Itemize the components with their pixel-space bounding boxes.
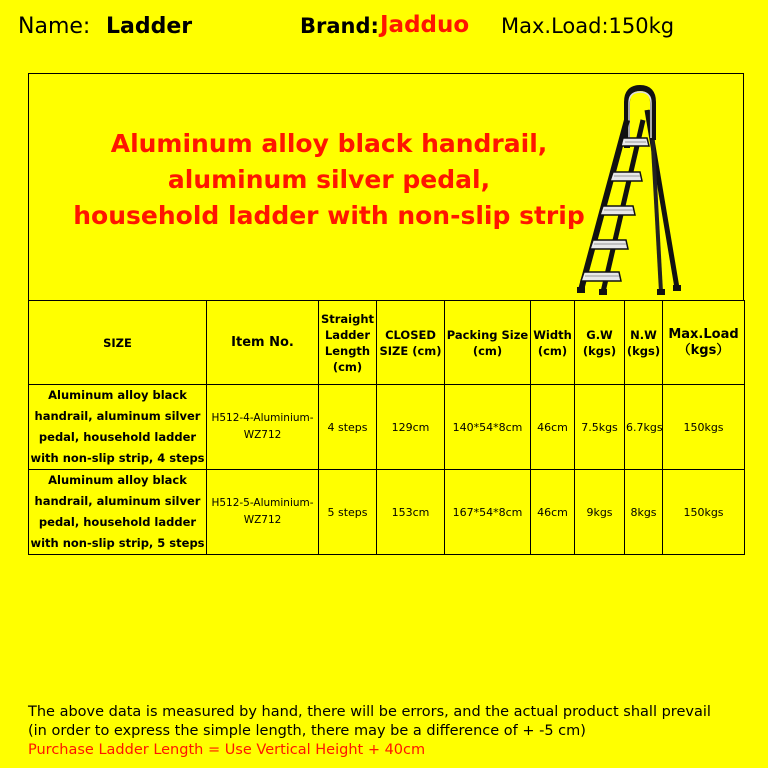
table-row [29,470,745,555]
ladder-image [539,80,689,298]
product-panel [28,73,744,301]
cell-size: Aluminum alloy black handrail, aluminum silver pedal, household ladder with non-slip strip, 5 steps [29,470,207,555]
header-width: Width (cm) [531,301,575,385]
header-item-no: Item No. [207,301,319,385]
name-value: Ladder [106,14,193,39]
brand-label: Brand: [300,14,379,38]
cell-closed-size: 153cm [377,470,445,555]
cell-gross-weight: 9kgs [575,470,625,555]
header-length: Straight Ladder Length (cm) [319,301,377,385]
header-packing-size: Packing Size (cm) [445,301,531,385]
brand-value: Jadduo [380,12,470,38]
cell-net-weight: 6.7kgs [625,385,663,470]
max-load-label: Max.Load:150kg [501,14,675,38]
title-line: household ladder with non-slip strip [73,201,585,230]
title-line: Aluminum alloy black handrail, [110,129,548,158]
cell-width: 46cm [531,470,575,555]
cell-packing-size: 140*54*8cm [445,385,531,470]
cell-net-weight: 8kgs [625,470,663,555]
cell-gross-weight: 7.5kgs [575,385,625,470]
header-max-load: Max.Load （kgs） [663,301,745,385]
header-closed-size: CLOSED SIZE (cm) [377,301,445,385]
header [0,10,768,50]
title-line: aluminum silver pedal, [167,165,491,194]
footer-notes [28,703,758,760]
cell-item-no: H512-4-Aluminium- WZ712 [207,385,319,470]
spec-table [28,300,745,555]
cell-length: 5 steps [319,470,377,555]
cell-item-no: H512-5-Aluminium- WZ712 [207,470,319,555]
cell-max-load: 150kgs [663,385,745,470]
header-gross-weight: G.W (kgs) [575,301,625,385]
cell-packing-size: 167*54*8cm [445,470,531,555]
footer-note: (in order to express the simple length, there may be a difference of + -5 cm) [28,723,586,739]
cell-length: 4 steps [319,385,377,470]
name-label: Name: [18,14,91,39]
cell-size: Aluminum alloy black handrail, aluminum silver pedal, household ladder with non-slip strip, 4 steps [29,385,207,470]
header-size: SIZE [29,301,207,385]
cell-closed-size: 129cm [377,385,445,470]
header-net-weight: N.W (kgs) [625,301,663,385]
cell-width: 46cm [531,385,575,470]
cell-max-load: 150kgs [663,470,745,555]
footer-note: The above data is measured by hand, there will be errors, and the actual product shall prevail [28,704,711,720]
table-header-row [29,301,745,385]
table-row [29,385,745,470]
footer-purchase-note: Purchase Ladder Length = Use Vertical Height + 40cm [28,742,426,758]
